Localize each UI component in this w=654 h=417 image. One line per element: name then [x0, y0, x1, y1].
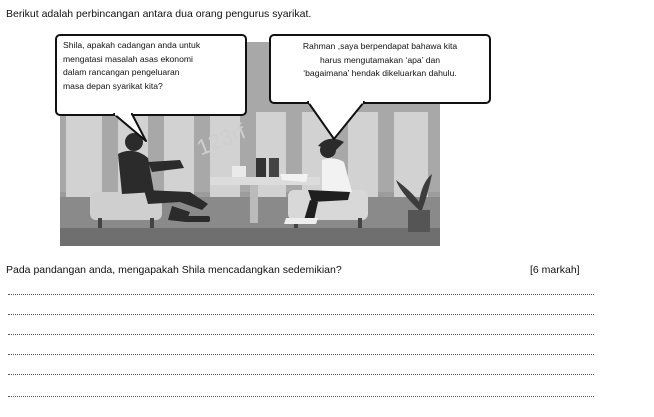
answer-line[interactable]	[8, 374, 594, 375]
answer-line[interactable]	[8, 396, 594, 397]
answer-line[interactable]	[8, 354, 594, 355]
question-text: Pada pandangan anda, mengapakah Shila mencadangkan sedemikian?	[6, 264, 342, 276]
intro-text: Berikut adalah perbincangan antara dua orang pengurus syarikat.	[6, 8, 312, 20]
bubble-left-line: mengatasi masalah asas ekonomi	[63, 53, 193, 64]
bubble-right-line: harus mengutamakan ‘apa’ dan	[319, 54, 441, 65]
bubble-left-line: dalam rancangan pengeluaran	[63, 67, 180, 77]
answer-line[interactable]	[8, 314, 594, 315]
bubble-right-tail	[302, 101, 382, 141]
speech-bubble-left	[55, 34, 247, 116]
answer-line[interactable]	[8, 294, 594, 295]
bubble-left-line: masa depan syarikat kita?	[63, 80, 163, 91]
speech-bubble-right	[269, 34, 491, 104]
bubble-left-tail	[110, 113, 160, 145]
marks-label: [6 markah]	[530, 264, 580, 276]
bubble-left-line: Shila, apakah cadangan anda untuk	[63, 40, 201, 50]
answer-line[interactable]	[8, 334, 594, 335]
bubble-right-line: ‘bagaimana’ hendak dikeluarkan dahulu.	[303, 68, 457, 78]
bubble-right-line: Rahman ,saya berpendapat bahawa kita	[302, 41, 458, 51]
watermark-text: 123rf	[193, 118, 250, 161]
